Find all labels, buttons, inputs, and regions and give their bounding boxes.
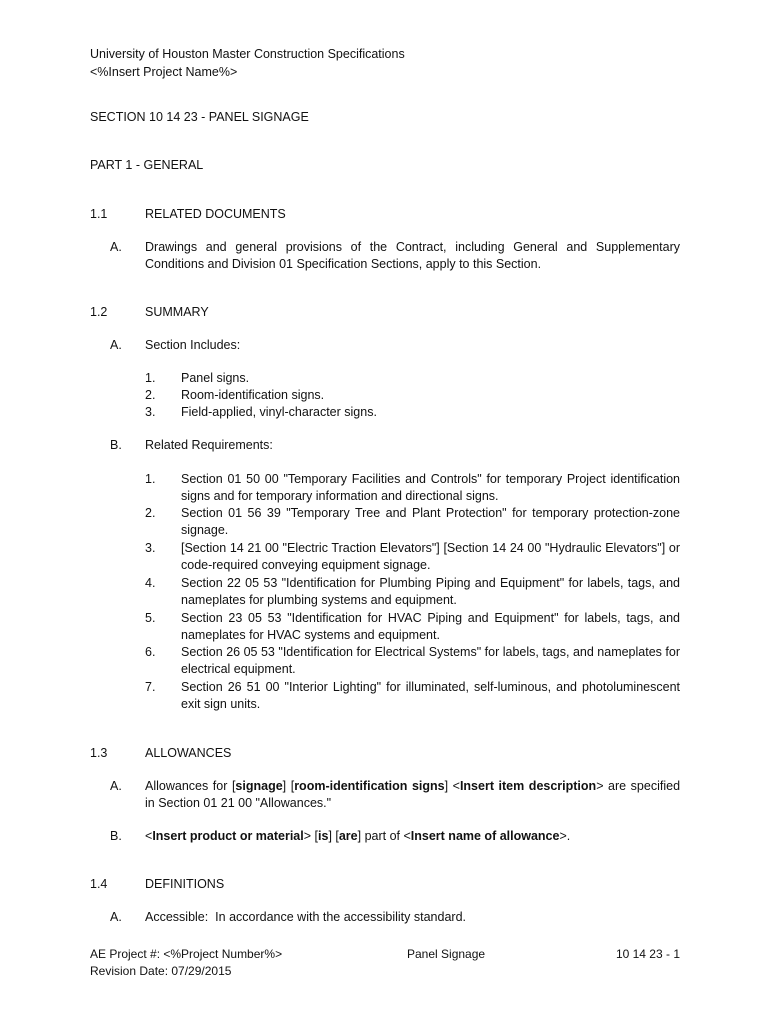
paragraph-letter: A.	[110, 338, 122, 352]
paragraph-letter: B.	[110, 829, 122, 843]
allowance-product-paragraph: <Insert product or material> [is] [are] part of <Insert name of allowance>.	[145, 829, 571, 843]
list-item-text: Field-applied, vinyl-character signs.	[181, 405, 377, 419]
list-item-number: 6.	[145, 645, 156, 659]
list-item-text: Section 01 56 39 "Temporary Tree and Plant Protection" for temporary protection-zone signage.	[181, 506, 680, 537]
article-number: 1.1	[90, 207, 108, 221]
list-item-number: 7.	[145, 680, 156, 694]
list-item-number: 3.	[145, 405, 156, 419]
article-title: ALLOWANCES	[145, 746, 232, 760]
paragraph-letter: B.	[110, 438, 122, 452]
list-item-number: 5.	[145, 611, 156, 625]
paragraph-text: Related Requirements:	[145, 438, 273, 452]
list-item-text: Section 01 50 00 "Temporary Facilities and Controls" for temporary Project identification signs and for temporary information and directional signs.	[181, 472, 680, 503]
list-item-text: Panel signs.	[181, 371, 250, 385]
list-item-number: 4.	[145, 576, 156, 590]
list-item-number: 1.	[145, 472, 156, 486]
list-item-number: 2.	[145, 388, 156, 402]
header-project-line: <%Insert Project Name%>	[90, 65, 238, 79]
paragraph-letter: A.	[110, 779, 122, 793]
paragraph-letter: A.	[110, 240, 122, 254]
paragraph-text: Drawings and general provisions of the Contract, including General and Supplementary Conditions and Division 01 Specification Sections, apply to this Section.	[145, 240, 680, 271]
article-title: RELATED DOCUMENTS	[145, 207, 286, 221]
article-title: SUMMARY	[145, 305, 209, 319]
paragraph-letter: A.	[110, 910, 122, 924]
section-title: SECTION 10 14 23 - PANEL SIGNAGE	[90, 110, 309, 124]
part-title: PART 1 - GENERAL	[90, 158, 204, 172]
list-item-text: [Section 14 21 00 "Electric Traction Elevators"] [Section 14 24 00 "Hydraulic Elevators"] or code-required conveying equipment signage.	[181, 541, 680, 572]
paragraph-text: Accessible: In accordance with the accessibility standard.	[145, 910, 466, 924]
list-item-number: 3.	[145, 541, 156, 555]
list-item-text: Section 26 51 00 "Interior Lighting" for illuminated, self-luminous, and photoluminescent exit sign units.	[181, 680, 680, 711]
list-item-text: Section 22 05 53 "Identification for Plumbing Piping and Equipment" for labels, tags, and nameplates for plumbing systems and equipment.	[181, 576, 680, 607]
article-title: DEFINITIONS	[145, 877, 225, 891]
footer-page-number: 10 14 23 - 1	[615, 947, 680, 961]
list-item-text: Section 23 05 53 "Identification for HVAC Piping and Equipment" for labels, tags, and nameplates for HVAC systems and equipment.	[181, 611, 680, 642]
header-org-line: University of Houston Master Construction Specifications	[90, 47, 405, 61]
article-number: 1.2	[90, 305, 108, 319]
article-number: 1.3	[90, 746, 108, 760]
list-item-number: 2.	[145, 506, 156, 520]
list-item-text: Room-identification signs.	[181, 388, 325, 402]
allowances-paragraph: Allowances for [signage] [room-identification signs] <Insert item description> are specified in Section 01 21 00 "Allowances."	[145, 779, 681, 810]
article-number: 1.4	[90, 877, 108, 891]
list-item-text: Section 26 05 53 "Identification for Electrical Systems" for labels, tags, and nameplates for electrical equipment.	[181, 645, 680, 676]
list-item-number: 1.	[145, 371, 156, 385]
footer-project-number: AE Project #: <%Project Number%>	[90, 947, 283, 961]
footer-revision-date: Revision Date: 07/29/2015	[90, 964, 232, 978]
footer-title: Panel Signage	[407, 947, 486, 961]
paragraph-text: Section Includes:	[145, 338, 241, 352]
